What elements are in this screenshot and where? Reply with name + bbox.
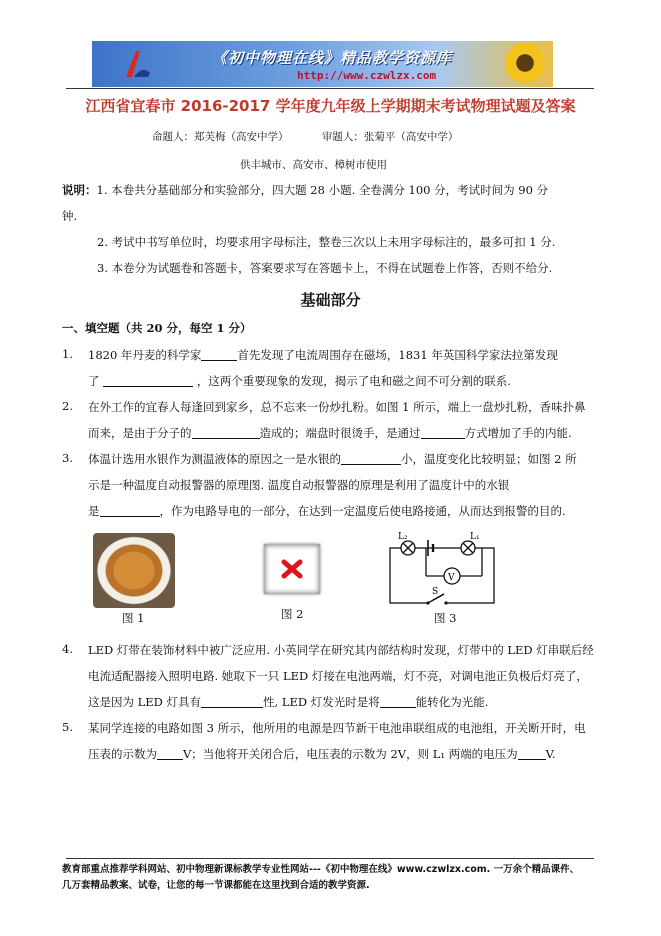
label-voltmeter: V bbox=[448, 573, 455, 583]
q3-number: 3. bbox=[62, 451, 73, 465]
q5-line2: 压表的示数为 V；当他将开关闭合后，电压表的示数为 2V，则 L₁ 两端的电压为 V. bbox=[88, 747, 556, 761]
q4-line1: LED 灯带在装饰材料中被广泛应用. 小英同学在研究其内部结构时发现，灯带中的 LED 灯串联后经 bbox=[88, 643, 594, 657]
q4-number: 4. bbox=[62, 642, 73, 656]
note-label: 说明： bbox=[62, 183, 97, 197]
banner-title: 《初中物理在线》精品教学资源库 bbox=[212, 49, 453, 67]
note-3: 3. 本卷分为试题卷和答题卡，答案要求写在答题卡上，不得在试题卷上作答，否则不给分. bbox=[97, 261, 553, 275]
fig3-circuit-diagram bbox=[384, 528, 504, 608]
fig3-caption: 图 3 bbox=[434, 611, 457, 625]
sunflower-icon bbox=[505, 43, 545, 83]
q1-number: 1. bbox=[62, 347, 73, 361]
label-switch: S bbox=[432, 587, 439, 597]
section-title: 基础部分 bbox=[300, 291, 361, 309]
q3-line3: 是 ，作为电路导电的一部分，在达到一定温度后使电路接通，从而达到报警的目的. bbox=[88, 504, 566, 518]
answer-blank[interactable] bbox=[192, 426, 260, 439]
note-2: 2. 考试中书写单位时，均要求用字母标注，整卷三次以上未用字母标注的，最多可扣 1 分. bbox=[97, 235, 556, 249]
footer-line-1: 教育部重点推荐学科网站、初中物理新课标教学专业性网站---《初中物理在线》www.czwlzx.com. 一万余个精品课件、 bbox=[62, 864, 580, 875]
fig1-caption: 图 1 bbox=[122, 611, 145, 625]
answer-blank[interactable] bbox=[157, 747, 183, 760]
q3-line1: 体温计选用水银作为测温液体的原因之一是水银的 小，温度变化比较明显；如图 2 所 bbox=[88, 452, 577, 466]
q5-line1: 某同学连接的电路如图 3 所示，他所用的电源是四节新干电池串联组成的电池组，开关断开时，电 bbox=[88, 721, 586, 735]
answer-blank[interactable] bbox=[100, 504, 160, 517]
answer-blank[interactable] bbox=[201, 348, 237, 361]
banner-url[interactable]: http://www.czwlzx.com bbox=[297, 69, 437, 82]
header-banner bbox=[92, 41, 553, 87]
label-L2: L₂ bbox=[398, 532, 408, 542]
note-1-cont: 钟. bbox=[62, 209, 78, 223]
q3-line2: 示是一种温度自动报警器的原理图. 温度自动报警器的原理是利用了温度计中的水银 bbox=[88, 478, 510, 492]
footer-rule bbox=[66, 858, 594, 859]
footer-line-2: 几万套精品教案、试卷，让您的每一节课都能在这里找到合适的教学资源. bbox=[62, 880, 370, 891]
authors-line: 命题人：郑芙梅（高安中学） 审题人：张菊平（高安中学） bbox=[152, 131, 459, 143]
logo-icon bbox=[122, 47, 152, 81]
label-L1: L₁ bbox=[470, 532, 480, 542]
answer-blank[interactable] bbox=[103, 374, 193, 387]
q4-line2: 电流适配器接入照明电路. 她取下一只 LED 灯接在电池两端，灯不亮，对调电池正负极后灯亮了， bbox=[88, 669, 588, 683]
fig2-caption: 图 2 bbox=[281, 607, 304, 621]
note-1: 说明：1. 本卷共分基础部分和实验部分，四大题 28 小题. 全卷满分 100 分，考试时间为 90 分 bbox=[62, 183, 549, 197]
q1-line1: 1820 年丹麦的科学家 首先发现了电流周围存在磁场，1831 年英国科学家法拉第发现 bbox=[88, 348, 558, 362]
close-icon bbox=[264, 544, 320, 594]
q5-number: 5. bbox=[62, 720, 73, 734]
usage-line: 供丰城市、高安市、樟树市使用 bbox=[240, 159, 387, 171]
document-title: 江西省宜春市 2016-2017 学年度九年级上学期期末考试物理试题及答案 bbox=[85, 97, 576, 115]
header-rule bbox=[66, 88, 594, 89]
answer-blank[interactable] bbox=[518, 747, 546, 760]
answer-blank[interactable] bbox=[380, 695, 416, 708]
page-footer bbox=[62, 862, 602, 894]
answer-blank[interactable] bbox=[421, 426, 465, 439]
q1-line2: 了 ，这两个重要现象的发现，揭示了电和磁之间不可分割的联系. bbox=[88, 374, 511, 388]
answer-blank[interactable] bbox=[341, 452, 401, 465]
fig1-noodles-image bbox=[93, 533, 175, 608]
q4-line3: 这是因为 LED 灯具有 性, LED 灯发光时是将 能转化为光能. bbox=[88, 695, 489, 709]
fig2-alarm-image bbox=[264, 544, 320, 594]
q2-line2: 而来，是由于分子的 造成的；端盘时很烫手，是通过 方式增加了手的内能. bbox=[88, 426, 572, 440]
q2-line1: 在外工作的宜春人每逢回到家乡，总不忘来一份炒扎粉。如图 1 所示，端上一盘炒扎粉，香味扑鼻 bbox=[88, 400, 586, 414]
q2-number: 2. bbox=[62, 399, 73, 413]
answer-blank[interactable] bbox=[201, 695, 263, 708]
part-heading: 一、填空题（共 20 分，每空 1 分） bbox=[62, 321, 252, 335]
